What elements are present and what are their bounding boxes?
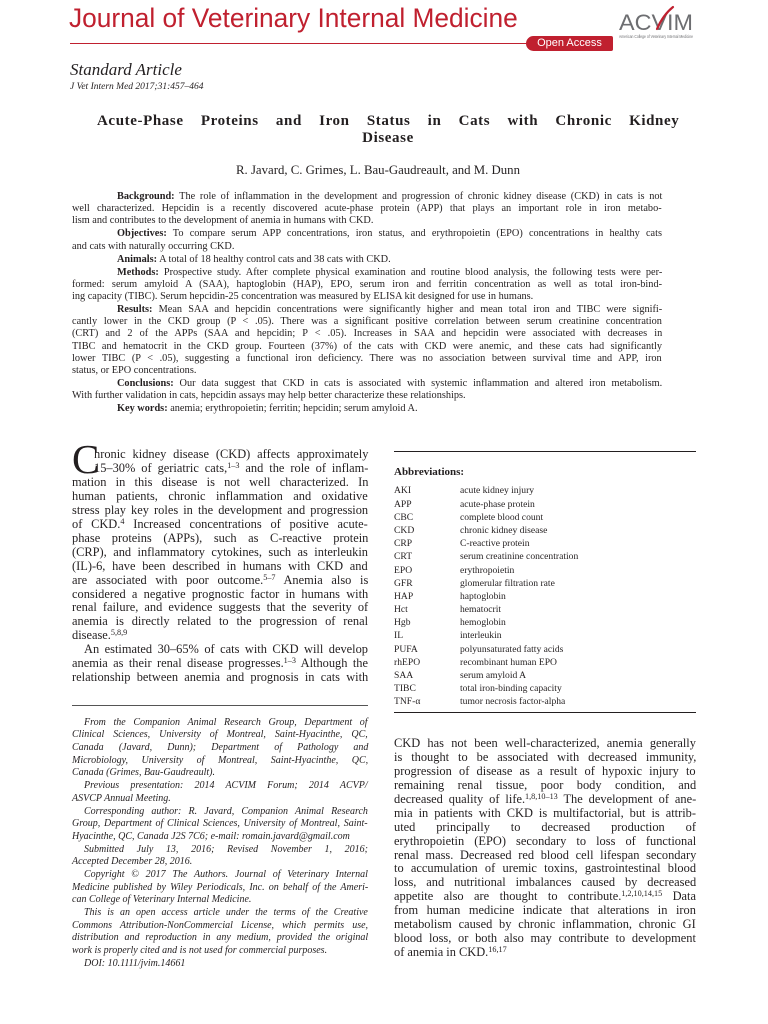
text-segment: distribution and reproduction in any medium, provided the original xyxy=(72,932,369,944)
acvim-logo-text: ACVIM xyxy=(619,10,693,35)
text-segment: appetite also are thought to contribute. xyxy=(394,889,622,904)
body-line xyxy=(394,918,696,932)
text-segment: A total of 18 healthy control cats and 38 cats with CKD. xyxy=(159,253,391,265)
body-line xyxy=(72,629,127,643)
abbreviation-term: CKD xyxy=(394,524,415,536)
text-segment: lism and contributes to the development of anemia in humans with CKD. xyxy=(72,215,374,227)
text-segment: from human medicine indicate that alterations in iron xyxy=(394,903,696,918)
abbreviation-term: CRT xyxy=(394,551,413,563)
text-segment: (IL)-6, have been described in humans with CKD and xyxy=(72,558,368,573)
abstract-section xyxy=(72,191,662,228)
body-line xyxy=(394,932,696,946)
text-segment: An estimated 30–65% of cats with CKD will develop xyxy=(84,642,368,657)
text-segment: The development of ane- xyxy=(557,791,697,806)
abstract-line xyxy=(72,341,662,353)
abbreviation-term: APP xyxy=(394,498,412,510)
abbreviation-row xyxy=(394,682,696,695)
abbreviation-row xyxy=(394,643,696,656)
abbreviation-term: Hgb xyxy=(394,617,411,629)
text-segment: lower TIBC (P < .05), suggesting a functional iron deficiency. There was no association between survival time and APP, iron xyxy=(72,352,662,364)
text-segment: Our data suggest that CKD in cats is associated with systemic inflammation and altered iron metabolism. xyxy=(179,378,663,390)
text-segment: ASVCP Annual Meeting. xyxy=(72,792,171,804)
abbreviation-row xyxy=(394,656,696,669)
body-line xyxy=(394,737,696,751)
text-segment: Group, Department of Clinical Sciences, University of Montreal, Saint- xyxy=(72,818,368,830)
footnotes xyxy=(72,717,368,971)
body-line xyxy=(72,504,368,518)
abbreviation-definition: acute kidney injury xyxy=(460,485,535,497)
citation-superscript: 1,8,10–13 xyxy=(525,791,558,801)
text-segment: TIBC and hematocrit in the CKD group. Fourteen (37%) of the cats with CKD were anemic, and these cats had significantly xyxy=(72,340,662,352)
abstract-section xyxy=(72,378,662,402)
article-title-line: Disease xyxy=(362,130,414,146)
text-segment: progression of disease as a result of hypoxic injury to xyxy=(394,763,696,778)
body-line xyxy=(72,462,368,476)
text-segment: of anemia in CKD. xyxy=(394,945,489,960)
abstract-line xyxy=(72,403,418,415)
abbreviation-definition: glomerular filtration rate xyxy=(460,577,555,589)
text-segment: With further validation in cats, hepcidin assays may help better characterize these relationships. xyxy=(72,390,466,402)
abbreviation-definition: C-reactive protein xyxy=(460,538,530,550)
body-line xyxy=(72,560,368,574)
abbreviation-definition: chronic kidney disease xyxy=(460,524,548,536)
abbreviation-row xyxy=(394,550,696,563)
abstract-line xyxy=(72,254,391,266)
text-segment: loss, and nutritional imbalances caused by decreased xyxy=(394,875,697,890)
abbreviation-term: PUFA xyxy=(394,643,418,655)
open-access-badge: Open Access xyxy=(526,36,613,51)
text-segment: and the role of inflam- xyxy=(239,460,369,475)
body-line xyxy=(394,849,696,863)
text-segment: mation in this disease is not well characterized. In xyxy=(72,474,369,489)
abbreviation-definition: serum creatinine concentration xyxy=(460,551,579,563)
body-line xyxy=(394,793,696,807)
text-segment: decreased quality of life. xyxy=(394,791,526,806)
abstract-line xyxy=(72,390,466,402)
text-segment: Prospective study. After complete physical examination and routine blood analysis, the following tests were per- xyxy=(163,266,663,278)
body-line xyxy=(394,835,696,849)
text-segment: Data xyxy=(662,889,696,904)
body-right-column xyxy=(394,737,696,960)
footnote-line xyxy=(72,717,368,730)
abbreviation-term: AKI xyxy=(394,485,412,497)
text-segment: Canada (Grimes, Bau-Gaudreault). xyxy=(72,767,215,779)
text-segment: From the Companion Animal Research Group, Department of xyxy=(84,716,368,728)
text-segment: erythropoietin (EPO) secondary to loss of functional xyxy=(394,833,697,848)
abbreviation-row xyxy=(394,695,696,708)
body-line xyxy=(72,448,368,462)
abbreviation-term: TIBC xyxy=(394,683,416,695)
abstract-line xyxy=(72,279,662,291)
body-line xyxy=(72,574,368,588)
abbreviation-row xyxy=(394,511,696,524)
abstract-section xyxy=(72,228,662,252)
text-segment: anemia is directly related to the progression of renal xyxy=(72,614,369,629)
text-segment: are associated with poor outcome. xyxy=(72,572,264,587)
text-segment: Microbiology, University of Montreal, Saint-Hyacinthe, QC, xyxy=(72,754,369,766)
abbreviation-term: GFR xyxy=(394,577,413,589)
journal-title: Journal of Veterinary Internal Medicine xyxy=(69,3,518,33)
abbreviation-row xyxy=(394,577,696,590)
text-segment: renal failure, and evidence suggests that the severity of xyxy=(72,600,369,615)
header-rule xyxy=(70,43,527,44)
text-segment: remaining renal tissue, poor body condition, and xyxy=(394,777,697,792)
body-line xyxy=(72,476,368,490)
text-segment: (CRP), and inflammatory cytokines, such as interleukin xyxy=(72,544,368,559)
abstract-line xyxy=(72,215,373,227)
footnote-line xyxy=(72,882,368,895)
text-segment: Canada (Javard, Dunn); Department of Pathology and xyxy=(72,742,369,754)
text-segment: To compare serum APP concentrations, iron status, and erythropoietin (EPO) concentrations in healthy cats xyxy=(172,228,662,240)
text-segment: human patients, chronic inflammation and oxidative xyxy=(72,488,368,503)
footnote-line xyxy=(72,856,192,869)
abbreviation-row xyxy=(394,629,696,642)
abstract-section-label: Animals: xyxy=(117,253,158,265)
abbreviation-definition: erythropoietin xyxy=(460,564,515,576)
text-segment: anemia; erythropoietin; ferritin; hepcidin; serum amyloid A. xyxy=(170,403,418,415)
footnote-line xyxy=(72,831,350,844)
body-line xyxy=(72,643,368,657)
abstract-line xyxy=(72,365,196,377)
footnote-paragraph xyxy=(72,907,368,958)
body-line xyxy=(394,779,696,793)
text-segment: relationship between anemia and prognosis in cats with xyxy=(72,670,369,685)
abbreviation-term: EPO xyxy=(394,564,413,576)
footnote-line xyxy=(72,806,368,819)
text-segment: can College of Veterinary Internal Medicine. xyxy=(72,894,252,906)
abstract-line xyxy=(72,267,662,279)
body-left-column xyxy=(72,448,368,685)
abstract-section-label: Results: xyxy=(117,304,153,316)
abbreviation-row xyxy=(394,603,696,616)
footnote-line xyxy=(72,907,368,920)
abstract xyxy=(72,191,662,415)
abbreviation-row xyxy=(394,524,696,537)
text-segment: Corresponding author: R. Javard, Companion Animal Research xyxy=(84,805,368,817)
journal-masthead xyxy=(69,3,518,34)
abstract-line xyxy=(72,304,662,316)
text-segment: (CRT) and 2 of the APPs (SAA and hepcidin; P < .05). Increases in SAA and hepcidin were associated with decreases in xyxy=(72,328,663,340)
abbreviation-term: rhEPO xyxy=(394,656,421,668)
footnote-line xyxy=(72,932,368,945)
abbreviation-definition: recombinant human EPO xyxy=(460,656,557,668)
footnote-line xyxy=(72,920,368,933)
text-segment: 15–30% of geriatric cats, xyxy=(94,460,228,475)
text-segment: uted principally to decreased production of xyxy=(394,819,696,834)
footnote-line xyxy=(72,742,368,755)
citation-superscript: 5–7 xyxy=(263,572,276,582)
body-line xyxy=(72,546,368,560)
acvim-logo-subtext: American College of Veterinary Internal Medicine xyxy=(619,34,694,39)
abbreviation-definition: complete blood count xyxy=(460,511,544,523)
text-segment: Anemia also is xyxy=(275,572,369,587)
body-paragraph xyxy=(72,448,368,643)
abbreviation-definition: hemoglobin xyxy=(460,617,506,629)
text-segment: phase proteins (APPs), such as C-reactive protein xyxy=(72,530,369,545)
text-segment: stress play key roles in the development and progression xyxy=(72,502,369,517)
footnote-paragraph xyxy=(72,958,368,971)
abbreviation-row xyxy=(394,669,696,682)
text-segment: mia in patients with CKD is multifactorial, but is attrib- xyxy=(394,805,696,820)
text-segment: Previous presentation: 2014 ACVIM Forum; 2014 ACVP/ xyxy=(84,780,368,792)
footnote-paragraph xyxy=(72,869,368,907)
article-type: Standard Article xyxy=(70,60,182,79)
abstract-section xyxy=(72,267,662,304)
abstract-section-label: Key words: xyxy=(117,403,168,415)
text-segment: of CKD. xyxy=(72,516,121,531)
text-segment: cantly lower in the CKD group (P < .05). There was a significant positive correlation between serum creatinine concentration xyxy=(72,316,662,328)
abstract-line xyxy=(72,241,234,253)
text-segment: The role of inflammation in the development and progression of chronic kidney disease (CKD) in cats is not xyxy=(179,191,663,202)
abbreviation-row xyxy=(394,498,696,511)
text-segment: to accumulation of uremic toxins, gastrointestinal blood xyxy=(394,861,697,876)
text-segment: Increased concentrations of positive acute- xyxy=(124,516,368,531)
abbreviation-term: CBC xyxy=(394,511,414,523)
footnote-line xyxy=(72,818,368,831)
body-paragraph xyxy=(72,643,368,685)
abstract-section xyxy=(72,304,662,377)
abstract-line xyxy=(72,328,662,340)
abbreviation-definition: hematocrit xyxy=(460,604,502,616)
footnote-line xyxy=(72,755,368,768)
text-segment: CKD has not been well-characterized, anemia generally xyxy=(394,736,696,750)
text-segment: ing capacity (TIBC). Serum hepcidin-25 concentration was measured by ELISA kit designed for use in humans. xyxy=(72,291,534,303)
text-segment: Submitted July 13, 2016; Revised November 1, 2016; xyxy=(84,843,369,855)
text-segment: Commons Attribution-NonCommercial License, which permits use, xyxy=(72,919,369,931)
text-segment: DOI: 10.1111/jvim.14661 xyxy=(84,957,186,969)
abbreviation-definition: tumor necrosis factor-alpha xyxy=(460,696,566,708)
abstract-section-label: Background: xyxy=(117,191,175,202)
abstract-line xyxy=(72,353,662,365)
text-segment: work is properly cited and is not used for commercial purposes. xyxy=(72,945,328,957)
text-segment: hronic kidney disease (CKD) affects approximately xyxy=(94,447,369,461)
citation-superscript: 16,17 xyxy=(488,945,507,955)
acvim-logo xyxy=(618,6,694,42)
abstract-line xyxy=(72,291,533,303)
abbreviation-row xyxy=(394,616,696,629)
citation-superscript: 1–3 xyxy=(283,656,296,666)
text-segment: and cats with naturally occurring CKD. xyxy=(72,240,235,252)
abbreviations-list xyxy=(394,484,696,708)
text-segment: Clinical Sciences, University of Montreal, Saint-Hyacinthe, QC, xyxy=(72,729,368,741)
abbreviation-definition: polyunsaturated fatty acids xyxy=(460,643,564,655)
abbreviation-term: SAA xyxy=(394,670,414,682)
abstract-line xyxy=(72,191,662,203)
abbreviation-term: IL xyxy=(394,630,404,642)
text-segment: is thought to be associated with decreased immunity, xyxy=(394,749,697,764)
text-segment: status, or EPO concentrations. xyxy=(72,365,197,377)
footnote-line xyxy=(72,780,368,793)
footnote-paragraph xyxy=(72,780,368,805)
footnote-line xyxy=(72,894,251,907)
text-segment: This is an open access article under the terms of the Creative xyxy=(84,907,368,918)
abbreviation-term: Hct xyxy=(394,604,408,616)
abbreviation-term: CRP xyxy=(394,538,413,550)
text-segment: formed: serum amyloid A (SAA), haptoglobin (HAP), EPO, serum iron and ferritin concentration as well as total iron-bind- xyxy=(72,278,663,290)
abstract-line xyxy=(72,316,662,328)
text-segment: renal mass. Decreased red blood cell lifespan secondary xyxy=(394,847,697,862)
footnote-line xyxy=(72,945,327,958)
abstract-section xyxy=(72,403,662,415)
abstract-line xyxy=(72,203,662,215)
text-segment: metabolism caused by chronic inflammation, chronic GI xyxy=(394,917,696,932)
abstract-section-label: Methods: xyxy=(117,266,159,278)
body-line xyxy=(72,532,368,546)
footnote-line xyxy=(72,767,215,780)
abbreviations-heading: Abbreviations: xyxy=(394,466,465,478)
abbreviation-row xyxy=(394,484,696,497)
text-segment: Although the xyxy=(295,656,368,671)
citation-superscript: 1,2,10,14,15 xyxy=(621,889,663,899)
abbreviation-row xyxy=(394,537,696,550)
citation-superscript: 1–3 xyxy=(227,461,240,471)
body-line xyxy=(72,518,368,532)
text-segment: Mean SAA and hepcidin concentrations were significantly higher and mean total iron and TIBC were signifi- xyxy=(158,304,663,316)
footnote-paragraph xyxy=(72,844,368,869)
authors: R. Javard, C. Grimes, L. Bau-Gaudreault, and M. Dunn xyxy=(236,163,520,177)
text-segment: Accepted December 28, 2016. xyxy=(72,856,193,868)
drop-cap: C xyxy=(72,436,100,482)
body-line xyxy=(72,490,368,504)
abbreviations-box xyxy=(394,451,696,713)
body-line xyxy=(394,946,507,960)
text-segment: blood loss, or both also may contribute to development xyxy=(394,931,696,946)
body-line xyxy=(394,862,696,876)
body-line xyxy=(72,657,368,671)
text-segment: considered a negative prognostic factor in humans with xyxy=(72,586,369,601)
body-paragraph xyxy=(394,737,696,960)
body-line xyxy=(72,588,368,602)
footnote-paragraph xyxy=(72,717,368,780)
body-line xyxy=(394,765,696,779)
body-line xyxy=(394,807,696,821)
body-line xyxy=(72,671,368,685)
footnote-line xyxy=(72,958,185,971)
abbreviation-row xyxy=(394,564,696,577)
abbreviation-definition: haptoglobin xyxy=(460,590,506,602)
body-line xyxy=(394,751,696,765)
text-segment: anemia as their renal disease progresses. xyxy=(72,656,284,671)
abbreviation-definition: acute-phase protein xyxy=(460,498,535,510)
article-title xyxy=(97,113,679,147)
body-line xyxy=(394,821,696,835)
abstract-line xyxy=(72,228,662,240)
abbreviation-term: TNF-α xyxy=(394,696,421,708)
abbreviation-definition: interleukin xyxy=(460,630,502,642)
abstract-section-label: Conclusions: xyxy=(117,378,174,390)
text-segment: Copyright © 2017 The Authors. Journal of Veterinary Internal xyxy=(84,868,368,880)
footnote-divider xyxy=(72,705,368,706)
text-segment: well characterized. Hepcidin is a recently discovered acute-phase protein (APP) that plays an important role in iron metabo- xyxy=(72,203,662,215)
footnote-line xyxy=(72,869,368,882)
citation: J Vet Intern Med 2017;31:457–464 xyxy=(70,82,204,92)
citation-superscript: 4 xyxy=(120,516,125,526)
abstract-section-label: Objectives: xyxy=(117,228,167,240)
article-title-line: Acute-Phase Proteins and Iron Status in Cats with Chronic Kidney xyxy=(97,113,680,129)
abbreviation-definition: serum amyloid A xyxy=(460,670,527,682)
text-segment: disease. xyxy=(72,628,111,643)
abstract-line xyxy=(72,378,662,390)
body-line xyxy=(394,904,696,918)
body-line xyxy=(394,890,696,904)
text-segment: Hyacinthe, QC, Canada J2S 7C6; e-mail: romain.javard@gmail.com xyxy=(72,830,350,842)
footnote-line xyxy=(72,844,368,857)
abbreviation-row xyxy=(394,590,696,603)
footnote-paragraph xyxy=(72,806,368,844)
text-segment: Medicine published by Wiley Periodicals, Inc. on behalf of the Ameri- xyxy=(72,881,369,893)
body-line xyxy=(72,601,368,615)
footnote-line xyxy=(72,793,171,806)
abstract-section xyxy=(72,254,662,266)
citation-superscript: 5,8,9 xyxy=(110,628,128,638)
footnote-line xyxy=(72,729,368,742)
abbreviation-term: HAP xyxy=(394,590,414,602)
abbreviation-definition: total iron-binding capacity xyxy=(460,683,562,695)
